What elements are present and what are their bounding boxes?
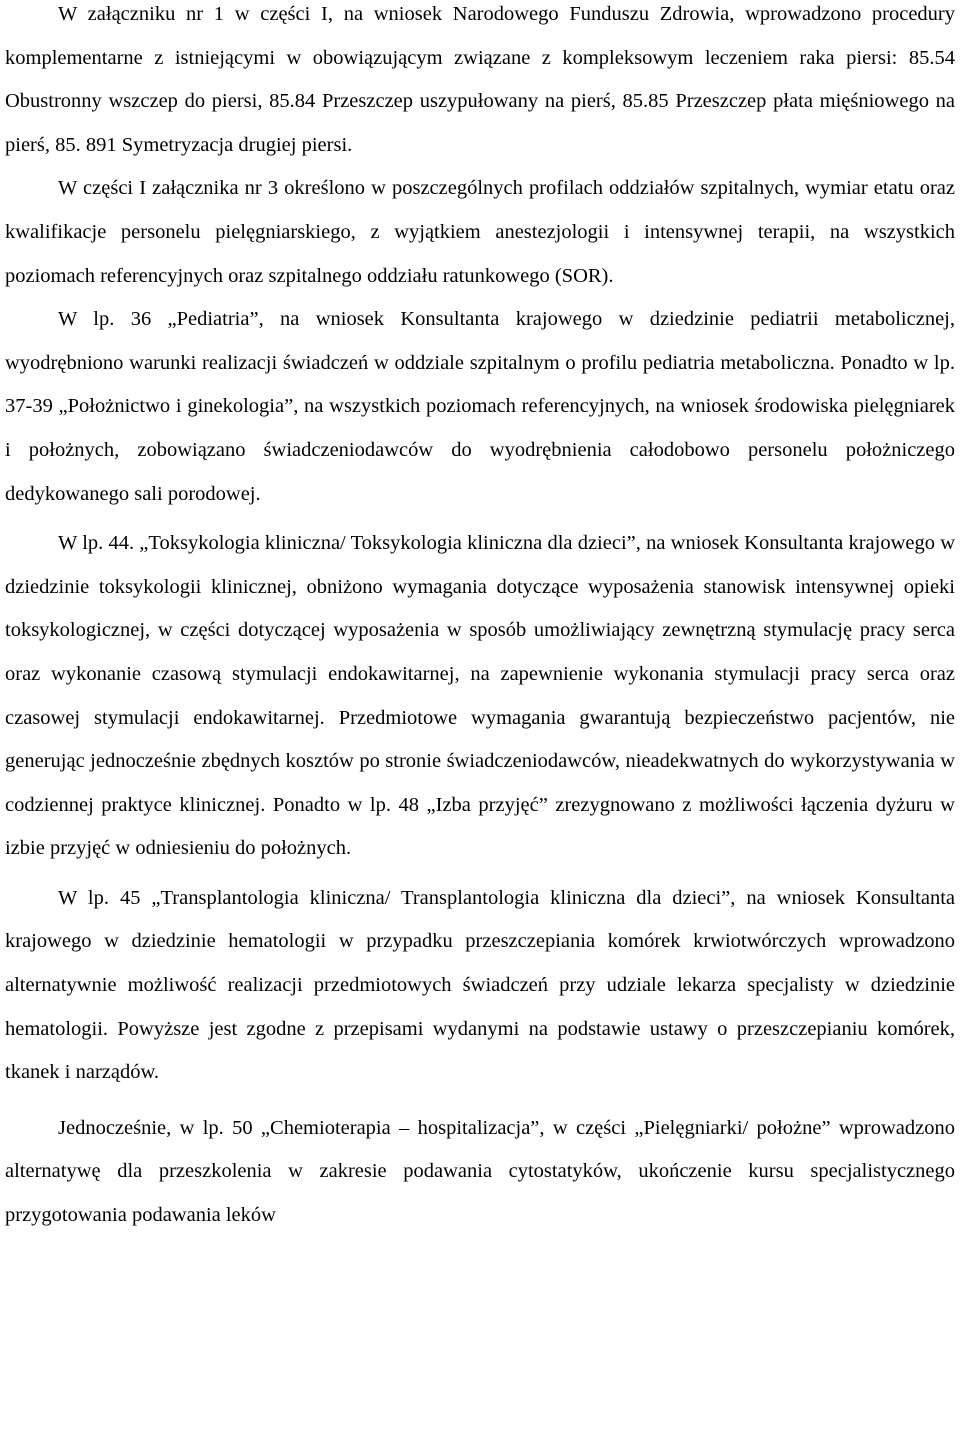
document-page xyxy=(5,0,955,1238)
paragraph-nursing-staff: W części I załącznika nr 3 określono w poszczególnych profilach oddziałów szpitalnych, wymiar etatu oraz kwalifikacje personelu pielęgniarskiego, z wyjątkiem anestezjologii i intensywnej terapii, na wszystkich poziomach referencyjnych oraz szpitalnego oddziału ratunkowego (SOR). xyxy=(5,177,955,287)
paragraph-toxicology: W lp. 44. „Toksykologia kliniczna/ Toksykologia kliniczna dla dzieci”, na wniosek Konsultanta krajowego w dziedzinie toksykologii klinicznej, obniżono wymagania dotyczące wyposażenia stanowisk intensywnej opieki toksykologicznej, w części dotyczącej wyposażenia w sposób umożliwiający zewnętrzną stymulację pracy serca oraz wykonanie czasową stymulacji endokawitarnej, na zapewnienie wykonania stymulacji pracy serca oraz czasowej stymulacji endokawitarnej. Przedmiotowe wymagania gwarantują bezpieczeństwo pacjentów, nie generując jednocześnie zbędnych kosztów po stronie świadczeniodawców, nieadekwatnych do wykorzystywania w codziennej praktyce klinicznej. Ponadto w lp. 48 „Izba przyjęć” zrezygnowano z możliwości łączenia dyżuru w izbie przyjęć w odniesieniu do położnych. xyxy=(5,532,955,860)
paragraph-pediatrics-obstetrics: W lp. 36 „Pediatria”, na wniosek Konsultanta krajowego w dziedzinie pediatrii metabolicznej, wyodrębniono warunki realizacji świadczeń w oddziale szpitalnym o profilu pediatria metaboliczna. Ponadto w lp. 37-39 „Położnictwo i ginekologia”, na wszystkich poziomach referencyjnych, na wniosek środowiska pielęgniarek i położnych, zobowiązano świadczeniodawców do wyodrębnienia całodobowo personelu położniczego dedykowanego sali porodowej. xyxy=(5,308,955,505)
paragraph-breast-cancer-procedures: W załączniku nr 1 w części I, na wniosek Narodowego Funduszu Zdrowia, wprowadzono procedury komplementarne z istniejącymi w obowiązującym związane z kompleksowym leczeniem raka piersi: 85.54 Obustronny wszczep do piersi, 85.84 Przeszczep uszypułowany na pierś, 85.85 Przeszczep płata mięśniowego na pierś, 85. 891 Symetryzacja drugiej piersi. xyxy=(5,3,955,156)
paragraph-chemotherapy: Jednocześnie, w lp. 50 „Chemioterapia – hospitalizacja”, w części „Pielęgniarki/ położne” wprowadzono alternatywę dla przeszkolenia w zakresie podawania cytostatyków, ukończenie kursu specjalistycznego przygotowania podawania leków xyxy=(5,1116,955,1227)
paragraph-transplantology: W lp. 45 „Transplantologia kliniczna/ Transplantologia kliniczna dla dzieci”, na wniosek Konsultanta krajowego w dziedzinie hematologii w przypadku przeszczepiania komórek krwiotwórczych wprowadzono alternatywnie możliwość realizacji przedmiotowych świadczeń przy udziale lekarza specjalisty w dziedzinie hematologii. Powyższe jest zgodne z przepisami wydanymi na podstawie ustawy o przeszczepianiu komórek, tkanek i narządów. xyxy=(5,886,955,1084)
